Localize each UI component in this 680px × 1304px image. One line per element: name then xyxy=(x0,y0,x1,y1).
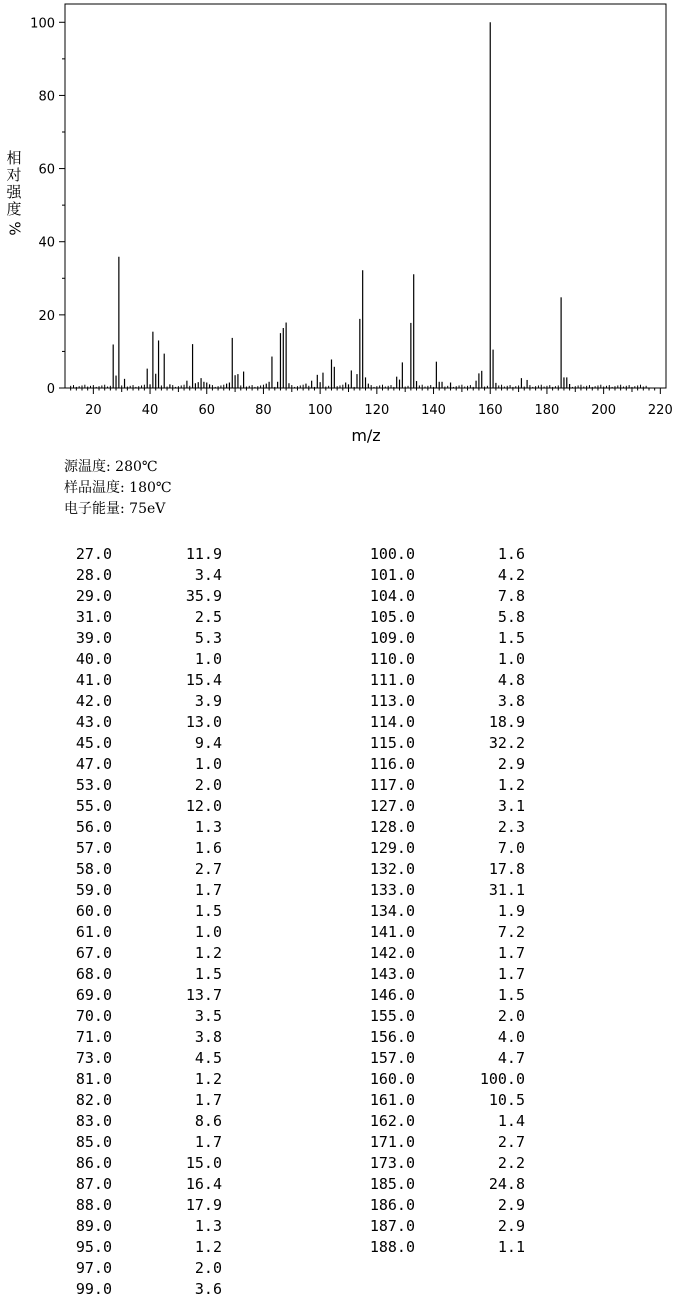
x-tick-label: 180 xyxy=(534,403,560,418)
peak-table-row xyxy=(355,1132,530,1153)
peak-table-row xyxy=(355,943,530,964)
peak-table-row xyxy=(67,1279,227,1300)
peak-mz: 100.0 xyxy=(369,545,415,563)
peak-intensity: 1.0 xyxy=(194,923,222,941)
peak-table-row xyxy=(355,649,530,670)
peak-table-row xyxy=(67,1048,227,1069)
peak-table-row xyxy=(355,1174,530,1195)
peak-table-row xyxy=(67,964,227,985)
peak-table-row xyxy=(67,985,227,1006)
peak-intensity: 7.0 xyxy=(497,839,525,857)
peak-table-row xyxy=(355,1153,530,1174)
peak-mz: 101.0 xyxy=(369,566,415,584)
peak-intensity: 2.7 xyxy=(497,1133,525,1151)
peak-mz: 86.0 xyxy=(75,1154,112,1172)
peak-table-row xyxy=(67,796,227,817)
peak-mz: 83.0 xyxy=(75,1112,112,1130)
peak-mz: 134.0 xyxy=(369,902,415,920)
peak-intensity: 3.4 xyxy=(194,566,222,584)
y-tick-label: 40 xyxy=(38,235,55,251)
peak-mz: 105.0 xyxy=(369,608,415,626)
peak-mz: 55.0 xyxy=(75,797,112,815)
peak-intensity: 1.2 xyxy=(194,944,222,962)
electron-energy: 电子能量: 75eV xyxy=(64,501,166,517)
peak-intensity: 11.9 xyxy=(185,545,222,563)
y-axis-label-char: 相 xyxy=(6,149,22,167)
peak-mz: 173.0 xyxy=(369,1154,415,1172)
y-axis-label-text xyxy=(4,150,24,218)
peak-intensity: 2.7 xyxy=(194,860,222,878)
peak-table-row xyxy=(67,1132,227,1153)
peak-table-row xyxy=(355,565,530,586)
peak-intensity: 4.0 xyxy=(497,1028,525,1046)
peak-intensity: 1.2 xyxy=(194,1238,222,1256)
peak-intensity: 1.7 xyxy=(194,881,222,899)
peak-intensity: 13.0 xyxy=(185,713,222,731)
peak-table-row xyxy=(355,1111,530,1132)
peak-mz: 57.0 xyxy=(75,839,112,857)
peak-intensity: 1.7 xyxy=(194,1133,222,1151)
peak-mz: 185.0 xyxy=(369,1175,415,1193)
peak-table-row xyxy=(355,670,530,691)
peak-table-row xyxy=(355,796,530,817)
peak-intensity: 1.9 xyxy=(497,902,525,920)
peak-intensity: 2.0 xyxy=(194,1259,222,1277)
peak-mz: 113.0 xyxy=(369,692,415,710)
peak-intensity: 1.3 xyxy=(194,1217,222,1235)
sample-temperature: 样品温度: 180℃ xyxy=(64,480,172,496)
peak-table-row xyxy=(355,1237,530,1258)
peak-mz: 142.0 xyxy=(369,944,415,962)
peak-mz: 128.0 xyxy=(369,818,415,836)
peak-intensity: 35.9 xyxy=(185,587,222,605)
peak-mz: 115.0 xyxy=(369,734,415,752)
peak-mz: 133.0 xyxy=(369,881,415,899)
peak-table-row xyxy=(67,1069,227,1090)
peak-mz: 141.0 xyxy=(369,923,415,941)
y-tick-label: 60 xyxy=(38,162,55,178)
peak-intensity: 5.8 xyxy=(497,608,525,626)
y-tick-label: 80 xyxy=(38,89,55,105)
peak-table-row xyxy=(355,754,530,775)
peak-table-row xyxy=(67,775,227,796)
peak-table-row xyxy=(355,880,530,901)
peak-table-row xyxy=(67,1006,227,1027)
peak-table-row xyxy=(355,859,530,880)
peak-intensity: 4.7 xyxy=(497,1049,525,1067)
peak-intensity: 3.9 xyxy=(194,692,222,710)
peak-intensity: 1.0 xyxy=(194,650,222,668)
peak-table-row xyxy=(355,1048,530,1069)
peak-mz: 111.0 xyxy=(369,671,415,689)
peak-table-row xyxy=(355,733,530,754)
x-tick-label: 60 xyxy=(198,403,216,418)
peak-mz: 127.0 xyxy=(369,797,415,815)
peak-table-row xyxy=(67,544,227,565)
y-axis-label-char: 对 xyxy=(6,166,22,184)
peak-table-row xyxy=(67,1153,227,1174)
peak-mz: 67.0 xyxy=(75,944,112,962)
peak-intensity: 1.6 xyxy=(194,839,222,857)
peak-mz: 116.0 xyxy=(369,755,415,773)
peak-mz: 109.0 xyxy=(369,629,415,647)
peak-table-row xyxy=(67,901,227,922)
mass-spectrum-chart xyxy=(0,0,680,450)
y-axis-label-unit: % xyxy=(5,221,24,236)
peak-intensity: 2.0 xyxy=(497,1007,525,1025)
peak-intensity: 5.3 xyxy=(194,629,222,647)
peak-table-row xyxy=(67,712,227,733)
x-tick-label: 100 xyxy=(307,403,333,418)
peak-mz: 82.0 xyxy=(75,1091,112,1109)
peak-mz: 31.0 xyxy=(75,608,112,626)
peak-mz: 61.0 xyxy=(75,923,112,941)
peak-intensity: 3.5 xyxy=(194,1007,222,1025)
peak-mz: 143.0 xyxy=(369,965,415,983)
peak-mz: 99.0 xyxy=(75,1280,112,1298)
peak-intensity: 3.1 xyxy=(497,797,525,815)
peak-table-right xyxy=(355,544,530,1258)
peak-mz: 85.0 xyxy=(75,1133,112,1151)
peak-intensity: 1.0 xyxy=(497,650,525,668)
peak-table-row xyxy=(67,1216,227,1237)
peak-mz: 59.0 xyxy=(75,881,112,899)
peak-table-row xyxy=(355,712,530,733)
peak-mz: 104.0 xyxy=(369,587,415,605)
x-axis-label: m/z xyxy=(351,426,381,445)
peak-bars xyxy=(113,22,569,388)
peak-intensity: 2.3 xyxy=(497,818,525,836)
peak-intensity: 1.2 xyxy=(194,1070,222,1088)
peak-intensity: 1.2 xyxy=(497,776,525,794)
peak-table-row xyxy=(355,1069,530,1090)
peak-mz: 160.0 xyxy=(369,1070,415,1088)
x-tick-label: 120 xyxy=(364,403,390,418)
peak-table-row xyxy=(355,691,530,712)
x-tick-label: 80 xyxy=(255,403,272,418)
y-axis-label-char: 强 xyxy=(6,183,22,201)
peak-intensity: 2.0 xyxy=(194,776,222,794)
peak-table-row xyxy=(67,1237,227,1258)
peak-table-row xyxy=(67,1111,227,1132)
peak-table-row xyxy=(67,838,227,859)
x-tick-label: 140 xyxy=(421,403,446,418)
peak-mz: 73.0 xyxy=(75,1049,112,1067)
x-axis xyxy=(71,388,673,418)
peak-table-row xyxy=(355,1216,530,1237)
peak-mz: 53.0 xyxy=(75,776,112,794)
peak-mz: 56.0 xyxy=(75,818,112,836)
peak-table-row xyxy=(67,607,227,628)
peak-table-row xyxy=(355,1090,530,1111)
peak-intensity: 2.9 xyxy=(497,1217,525,1235)
peak-intensity: 8.6 xyxy=(194,1112,222,1130)
peak-table-row xyxy=(67,670,227,691)
peak-mz: 132.0 xyxy=(369,860,415,878)
peak-mz: 129.0 xyxy=(369,839,415,857)
peak-intensity: 3.8 xyxy=(497,692,525,710)
peak-mz: 28.0 xyxy=(75,566,112,584)
peak-table-row xyxy=(355,544,530,565)
peak-table-row xyxy=(67,691,227,712)
peak-intensity: 1.5 xyxy=(497,629,525,647)
plot-frame xyxy=(65,4,666,388)
y-tick-label: 0 xyxy=(46,382,55,397)
peak-mz: 188.0 xyxy=(369,1238,415,1256)
peak-intensity: 31.1 xyxy=(488,881,525,899)
peak-mz: 45.0 xyxy=(75,734,112,752)
peak-intensity: 1.7 xyxy=(497,944,525,962)
x-tick-label: 40 xyxy=(141,403,159,418)
peak-mz: 60.0 xyxy=(75,902,112,920)
y-tick-label: 100 xyxy=(30,16,55,32)
peak-mz: 187.0 xyxy=(369,1217,415,1235)
peak-table-row xyxy=(355,775,530,796)
peak-table-left xyxy=(67,544,227,1300)
y-axis xyxy=(30,16,65,397)
peak-mz: 97.0 xyxy=(75,1259,112,1277)
peak-intensity: 1.6 xyxy=(497,545,525,563)
peak-mz: 71.0 xyxy=(75,1028,112,1046)
peak-intensity: 1.3 xyxy=(194,818,222,836)
peak-intensity: 7.2 xyxy=(497,923,525,941)
peak-table-row xyxy=(67,1027,227,1048)
peak-table-row xyxy=(67,754,227,775)
peak-mz: 117.0 xyxy=(369,776,415,794)
peak-intensity: 1.7 xyxy=(194,1091,222,1109)
peak-mz: 88.0 xyxy=(75,1196,112,1214)
peak-intensity: 1.7 xyxy=(497,965,525,983)
peak-mz: 89.0 xyxy=(75,1217,112,1235)
y-tick-label: 20 xyxy=(38,308,55,324)
peak-table-row xyxy=(355,838,530,859)
peak-mz: 110.0 xyxy=(369,650,415,668)
x-tick-label: 220 xyxy=(647,403,673,418)
peak-mz: 39.0 xyxy=(75,629,112,647)
peak-intensity: 10.5 xyxy=(488,1091,525,1109)
peak-table-row xyxy=(67,1174,227,1195)
peak-table-row xyxy=(355,1027,530,1048)
peak-intensity: 13.7 xyxy=(185,986,222,1004)
peak-intensity: 3.8 xyxy=(194,1028,222,1046)
y-axis-label-char: 度 xyxy=(6,200,22,218)
peak-intensity: 9.4 xyxy=(194,734,222,752)
peak-table-row xyxy=(355,1006,530,1027)
peak-mz: 156.0 xyxy=(369,1028,415,1046)
peak-intensity: 7.8 xyxy=(497,587,525,605)
peak-table-row xyxy=(67,1090,227,1111)
peak-table-row xyxy=(67,628,227,649)
peak-table-row xyxy=(67,817,227,838)
peak-intensity: 1.5 xyxy=(194,965,222,983)
peak-intensity: 2.9 xyxy=(497,755,525,773)
peak-mz: 70.0 xyxy=(75,1007,112,1025)
peak-intensity: 4.2 xyxy=(497,566,525,584)
peak-intensity: 32.2 xyxy=(488,734,525,752)
peak-table-row xyxy=(355,586,530,607)
peak-table-row xyxy=(355,607,530,628)
peak-intensity: 1.1 xyxy=(497,1238,525,1256)
peak-intensity: 24.8 xyxy=(488,1175,525,1193)
x-tick-label: 20 xyxy=(85,403,102,418)
peak-mz: 114.0 xyxy=(369,713,415,731)
peak-mz: 87.0 xyxy=(75,1175,112,1193)
peak-table-row xyxy=(67,922,227,943)
peak-intensity: 4.5 xyxy=(194,1049,222,1067)
peak-mz: 146.0 xyxy=(369,986,415,1004)
peak-table-row xyxy=(67,943,227,964)
peak-intensity: 15.0 xyxy=(185,1154,222,1172)
peak-table-row xyxy=(355,817,530,838)
peak-table-row xyxy=(355,628,530,649)
peak-mz: 42.0 xyxy=(75,692,112,710)
x-tick-label: 200 xyxy=(591,403,617,418)
peak-intensity: 2.9 xyxy=(497,1196,525,1214)
peak-table-row xyxy=(355,922,530,943)
peak-table-row xyxy=(67,649,227,670)
peak-table-row xyxy=(67,733,227,754)
peak-table-row xyxy=(355,964,530,985)
peak-intensity: 1.0 xyxy=(194,755,222,773)
peak-mz: 41.0 xyxy=(75,671,112,689)
source-temperature: 源温度: 280℃ xyxy=(64,459,158,475)
peak-table-row xyxy=(67,1195,227,1216)
peak-mz: 29.0 xyxy=(75,587,112,605)
peak-table-row xyxy=(355,985,530,1006)
peak-intensity: 12.0 xyxy=(185,797,222,815)
peak-table-row xyxy=(67,565,227,586)
peak-intensity: 15.4 xyxy=(185,671,222,689)
peak-mz: 68.0 xyxy=(75,965,112,983)
peak-mz: 155.0 xyxy=(369,1007,415,1025)
peak-intensity: 1.5 xyxy=(497,986,525,1004)
peak-intensity: 3.6 xyxy=(194,1280,222,1298)
peak-mz: 161.0 xyxy=(369,1091,415,1109)
peak-intensity: 1.5 xyxy=(194,902,222,920)
peak-table-row xyxy=(355,1195,530,1216)
peak-table-row xyxy=(67,880,227,901)
peak-intensity: 4.8 xyxy=(497,671,525,689)
peak-intensity: 16.4 xyxy=(185,1175,222,1193)
peak-table-row xyxy=(355,901,530,922)
peak-mz: 40.0 xyxy=(75,650,112,668)
peak-mz: 95.0 xyxy=(75,1238,112,1256)
peak-table-row xyxy=(67,1258,227,1279)
peak-mz: 162.0 xyxy=(369,1112,415,1130)
peak-mz: 43.0 xyxy=(75,713,112,731)
peak-mz: 69.0 xyxy=(75,986,112,1004)
peak-mz: 171.0 xyxy=(369,1133,415,1151)
peak-intensity: 1.4 xyxy=(497,1112,525,1130)
peak-mz: 186.0 xyxy=(369,1196,415,1214)
peak-intensity: 2.5 xyxy=(194,608,222,626)
peak-intensity: 18.9 xyxy=(488,713,525,731)
peak-intensity: 2.2 xyxy=(497,1154,525,1172)
peak-table-row xyxy=(67,586,227,607)
acquisition-info xyxy=(64,457,172,520)
peak-table-row xyxy=(67,859,227,880)
peak-mz: 81.0 xyxy=(75,1070,112,1088)
peak-mz: 58.0 xyxy=(75,860,112,878)
peak-mz: 157.0 xyxy=(369,1049,415,1067)
peak-intensity: 17.9 xyxy=(185,1196,222,1214)
x-tick-label: 160 xyxy=(477,403,503,418)
y-axis-label xyxy=(4,150,24,237)
peak-intensity: 100.0 xyxy=(479,1070,525,1088)
peak-mz: 47.0 xyxy=(75,755,112,773)
peak-mz: 27.0 xyxy=(75,545,112,563)
peak-intensity: 17.8 xyxy=(488,860,525,878)
